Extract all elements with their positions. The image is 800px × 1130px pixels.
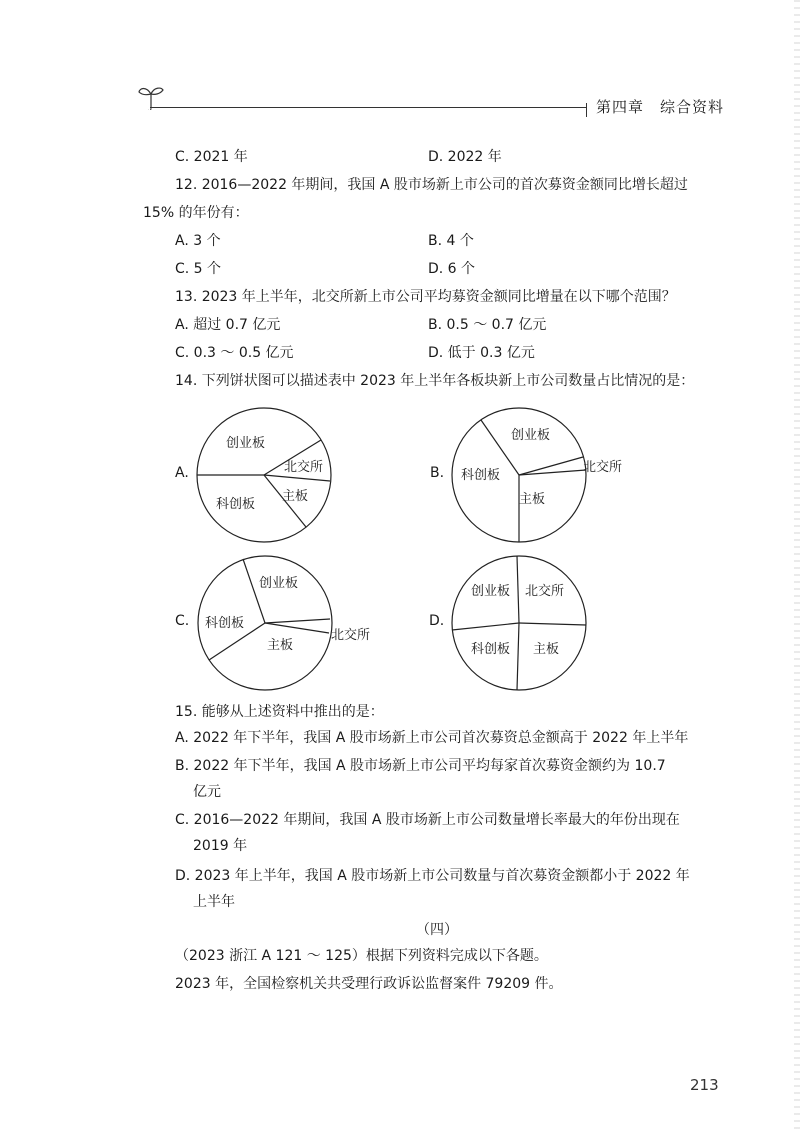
pie-a-label-zb: 主板 — [282, 489, 309, 504]
section-source: （2023 浙江 A 121 ～ 125）根据下列资料完成以下各题。 — [175, 948, 548, 964]
header-rule — [150, 107, 586, 108]
pie-chart-d — [449, 553, 589, 693]
header-section: 综合资料 — [660, 98, 725, 116]
pie-chart-b — [449, 405, 623, 545]
section-intro: 2023 年，全国检察机关共受理行政诉讼监督案件 79209 件。 — [175, 976, 563, 992]
pie-b-label-zb: 主板 — [519, 492, 546, 507]
pie-d-label-bjs: 北交所 — [525, 584, 565, 599]
q15-option-c: C. 2016—2022 年期间，我国 A 股市场新上市公司数量增长率最大的年份出现在 — [175, 812, 680, 828]
section-title: （四） — [416, 922, 458, 938]
page-number: 213 — [690, 1076, 719, 1094]
pie-c-label-bjs: 北交所 — [331, 628, 371, 643]
header-rule-step — [586, 103, 587, 117]
pie-chart-c — [195, 553, 371, 693]
q13-option-c: C. 0.3 ～ 0.5 亿元 — [175, 345, 294, 361]
q15-option-b-cont: 亿元 — [193, 784, 221, 800]
q11-option-d: D. 2022 年 — [428, 149, 502, 165]
q14-stem: 14. 下列饼状图可以描述表中 2023 年上半年各板块新上市公司数量占比情况的是： — [175, 373, 695, 389]
q15-option-a: A. 2022 年下半年，我国 A 股市场新上市公司首次募资总金额高于 2022 年上半年 — [175, 730, 689, 746]
q13-option-a: A. 超过 0.7 亿元 — [175, 317, 281, 333]
pie-d-label-zb: 主板 — [533, 642, 560, 657]
pie-b-label-cyb: 创业板 — [511, 428, 551, 443]
sprout-icon — [136, 80, 166, 110]
q15-option-b: B. 2022 年下半年，我国 A 股市场新上市公司平均每家首次募资金额约为 10.7 — [175, 758, 666, 774]
q13-option-b: B. 0.5 ～ 0.7 亿元 — [428, 317, 547, 333]
pie-chart-a — [194, 405, 334, 545]
q12-option-b: B. 4 个 — [428, 233, 474, 249]
pie-b-label-bjs: 北交所 — [583, 460, 623, 475]
q15-stem: 15. 能够从上述资料中推出的是： — [175, 704, 384, 720]
pie-c-option: C. — [175, 613, 190, 629]
q13-stem: 13. 2023 年上半年，北交所新上市公司平均募资金额同比增量在以下哪个范围？ — [175, 289, 676, 305]
pie-a-label-cyb: 创业板 — [226, 436, 266, 451]
pie-d-option: D. — [429, 613, 445, 629]
scan-edge-artifact — [794, 0, 800, 1130]
q12-stem: 12. 2016—2022 年期间，我国 A 股市场新上市公司的首次募资金额同比增长超过 — [175, 177, 688, 193]
q12-option-d: D. 6 个 — [428, 261, 476, 277]
q15-option-d-cont: 上半年 — [193, 894, 235, 910]
q11-option-c: C. 2021 年 — [175, 149, 248, 165]
q13-option-d: D. 低于 0.3 亿元 — [428, 345, 535, 361]
q12-stem-cont: 15% 的年份有： — [143, 205, 249, 221]
pie-c-label-zb: 主板 — [267, 638, 294, 653]
pie-c-label-cyb: 创业板 — [259, 576, 299, 591]
q12-option-a: A. 3 个 — [175, 233, 221, 249]
q12-option-c: C. 5 个 — [175, 261, 222, 277]
pie-b-option: B. — [430, 465, 445, 481]
pie-b-label-kcb: 科创板 — [461, 468, 501, 483]
pie-c-label-kcb: 科创板 — [205, 616, 245, 631]
pie-a-label-kcb: 科创板 — [216, 497, 256, 512]
pie-d-label-kcb: 科创板 — [471, 642, 511, 657]
header-chapter: 第四章 — [596, 98, 645, 116]
pie-a-option: A. — [175, 465, 189, 481]
q15-option-c-cont: 2019 年 — [193, 838, 248, 854]
pie-d-label-cyb: 创业板 — [471, 584, 511, 599]
pie-a-label-bjs: 北交所 — [284, 460, 324, 475]
q15-option-d: D. 2023 年上半年，我国 A 股市场新上市公司数量与首次募资金额都小于 2022 年 — [175, 868, 690, 884]
